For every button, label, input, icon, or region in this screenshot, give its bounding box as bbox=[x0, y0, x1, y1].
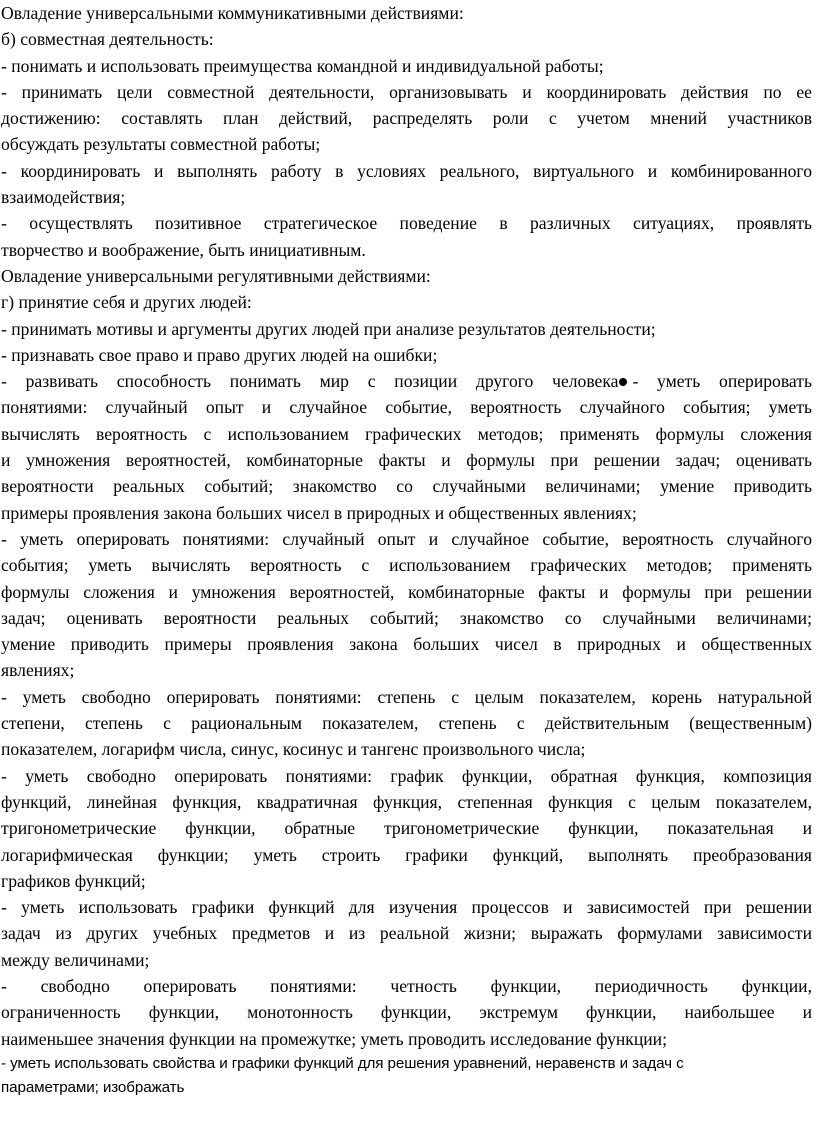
text-line: - уметь свободно оперировать понятиями: степень с целым показателем, корень натуральной bbox=[1, 686, 812, 707]
text-line: взаимодействия; bbox=[1, 187, 126, 208]
text-line: задач; оценивать вероятности реальных событий; знакомство со случайными величинами; bbox=[1, 607, 812, 628]
text-line: графиков функций; bbox=[1, 870, 146, 891]
text-line: формулы сложения и умножения вероятностей, комбинаторные факты и формулы при решении bbox=[1, 581, 812, 602]
text-line: между величинами; bbox=[1, 949, 150, 970]
text-line: - принимать мотивы и аргументы других людей при анализе результатов деятельности; bbox=[1, 318, 656, 339]
text-line: достижению: составлять план действий, распределять роли с учетом мнений участников bbox=[1, 108, 812, 129]
text-line: умение приводить примеры проявления закона больших чисел в природных и общественных bbox=[1, 634, 812, 655]
text-line: - уметь оперировать понятиями: случайный опыт и случайное событие, вероятность случайного bbox=[1, 528, 812, 549]
text-fragment: - развивать способность понимать мир с позиции другого человека bbox=[1, 371, 619, 392]
text-line: вероятности реальных событий; знакомство со случайными величинами; умение приводить bbox=[1, 476, 812, 497]
subheading-self-acceptance: г) принятие себя и других людей: bbox=[1, 292, 252, 313]
heading-communicative: Овладение универсальными коммуникативными действиями: bbox=[1, 3, 464, 23]
text-line: события; уметь вычислять вероятность с использованием графических методов; применять bbox=[1, 555, 812, 576]
text-line: наименьшее значения функции на промежутке; уметь проводить исследование функции; bbox=[1, 1028, 667, 1049]
text-line: и умножения вероятностей, комбинаторные факты и формулы при решении задач; оценивать bbox=[1, 450, 812, 471]
text-line: - координировать и выполнять работу в условиях реального, виртуального и комбинированного bbox=[1, 160, 812, 181]
text-line: - осуществлять позитивное стратегическое поведение в различных ситуациях, проявлять bbox=[1, 213, 812, 234]
text-line: обсуждать результаты совместной работы; bbox=[1, 134, 321, 155]
text-line: степени, степень с рациональным показателем, степень с действительным (вещественным) bbox=[1, 713, 812, 734]
text-fragment: - уметь оперировать bbox=[632, 371, 812, 392]
text-line: ограниченность функции, монотонность функции, экстремум функции, наибольшее и bbox=[1, 1002, 812, 1023]
text-line: - принимать цели совместной деятельности, организовывать и координировать действия по ее bbox=[1, 81, 812, 102]
text-line: - уметь использовать свойства и графики функций для решения уравнений, неравенств и задач с bbox=[1, 1054, 684, 1072]
text-line: задач из других учебных предметов и из реальной жизни; выражать формулами зависимости bbox=[1, 923, 812, 944]
text-line: - признавать свое право и право других людей на ошибки; bbox=[1, 344, 438, 365]
bullet-dot-icon bbox=[619, 378, 627, 386]
text-line: параметрами; изображать bbox=[1, 1079, 185, 1097]
text-line: явлениях; bbox=[1, 660, 75, 681]
text-line: понятиями: случайный опыт и случайное событие, вероятность случайного события; уметь bbox=[1, 397, 812, 418]
text-line: - уметь свободно оперировать понятиями: график функции, обратная функция, композиция bbox=[1, 765, 812, 786]
text-line-with-bullet bbox=[1, 368, 812, 394]
text-line: вычислять вероятность с использованием графических методов; применять формулы сложения bbox=[1, 423, 812, 444]
text-line: - свободно оперировать понятиями: четность функции, периодичность функции, bbox=[1, 975, 812, 996]
text-line: показателем, логарифм числа, синус, косинус и тангенс произвольного числа; bbox=[1, 739, 586, 760]
text-line: - уметь использовать графики функций для изучения процессов и зависимостей при решении bbox=[1, 897, 812, 918]
text-line: логарифмическая функции; уметь строить графики функций, выполнять преобразования bbox=[1, 844, 812, 865]
subheading-joint-activity: б) совместная деятельность: bbox=[1, 29, 214, 50]
text-line: примеры проявления закона больших чисел в природных и общественных явлениях; bbox=[1, 502, 637, 523]
text-line: - понимать и использовать преимущества командной и индивидуальной работы; bbox=[1, 55, 604, 76]
text-line: функций, линейная функция, квадратичная функция, степенная функция с целым показателем, bbox=[1, 791, 812, 812]
text-line: творчество и воображение, быть инициативным. bbox=[1, 239, 366, 260]
text-line: тригонометрические функции, обратные тригонометрические функции, показательная и bbox=[1, 818, 812, 839]
heading-regulatory: Овладение универсальными регулятивными действиями: bbox=[1, 265, 431, 286]
